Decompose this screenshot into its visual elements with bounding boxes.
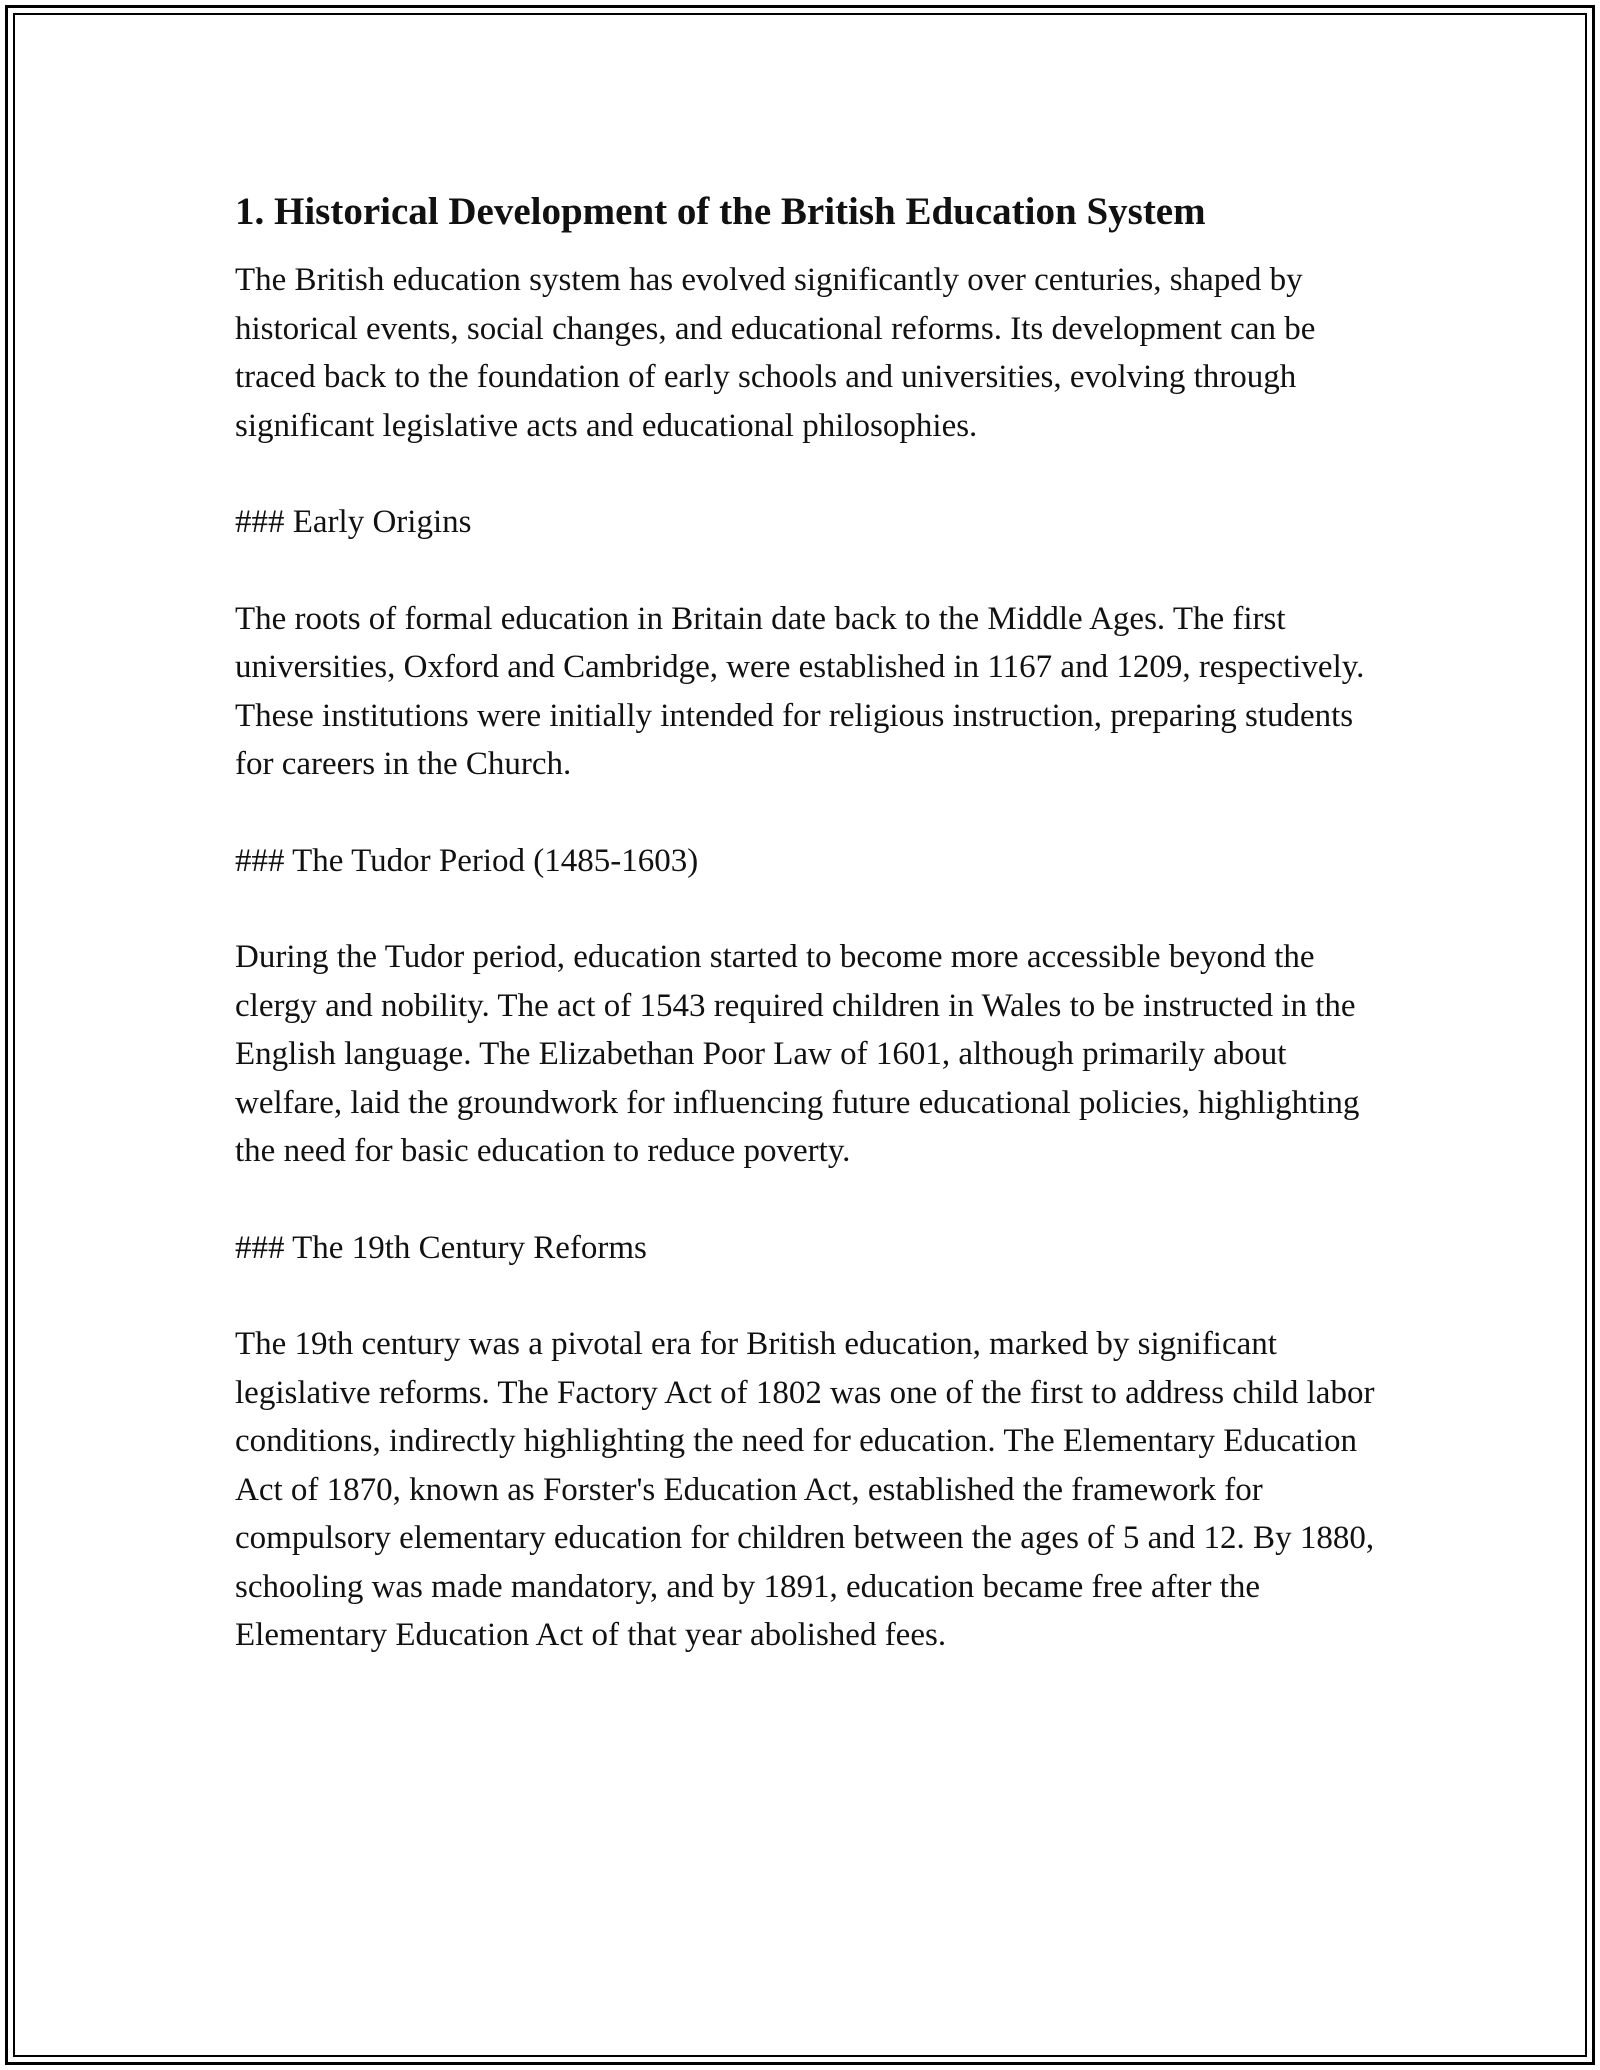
section-heading-early-origins: ### Early Origins bbox=[235, 504, 472, 540]
document-content bbox=[235, 186, 1375, 1708]
section-body-tudor-period: During the Tudor period, education started to become more accessible beyond the clergy and nobility. The act of 1543 required children in Wales to be instructed in the English language. The Elizabethan Poor Law of 1601, although primarily about welfare, laid the groundwork for influencing future educational policies, highlighting the need for basic education to reduce poverty. bbox=[235, 939, 1360, 1169]
section-body-19th-century-reforms: The 19th century was a pivotal era for British education, marked by significant legislative reforms. The Factory Act of 1802 was one of the first to address child labor conditions, indirectly highlighting the need for education. The Elementary Education Act of 1870, known as Forster's Education Act, established the framework for compulsory elementary education for children between the ages of 5 and 12. By 1880, schooling was made mandatory, and by 1891, education became free after the Elementary Education Act of that year abolished fees. bbox=[235, 1326, 1375, 1653]
section-body-early-origins: The roots of formal education in Britain date back to the Middle Ages. The first universities, Oxford and Cambridge, were established in 1167 and 1209, respectively. These institutions were initially intended for religious instruction, preparing students for careers in the Church. bbox=[235, 600, 1365, 782]
section-heading-tudor-period: ### The Tudor Period (1485-1603) bbox=[235, 842, 699, 879]
intro-paragraph: The British education system has evolved significantly over centuries, shaped by historical events, social changes, and educational reforms. Its development can be traced back to the foundation of early schools and universities, evolving through significant legislative acts and educational philosophies. bbox=[235, 262, 1316, 444]
section-heading-19th-century-reforms: ### The 19th Century Reforms bbox=[235, 1229, 647, 1266]
document-title: 1. Historical Development of the British Education System bbox=[235, 190, 1206, 233]
